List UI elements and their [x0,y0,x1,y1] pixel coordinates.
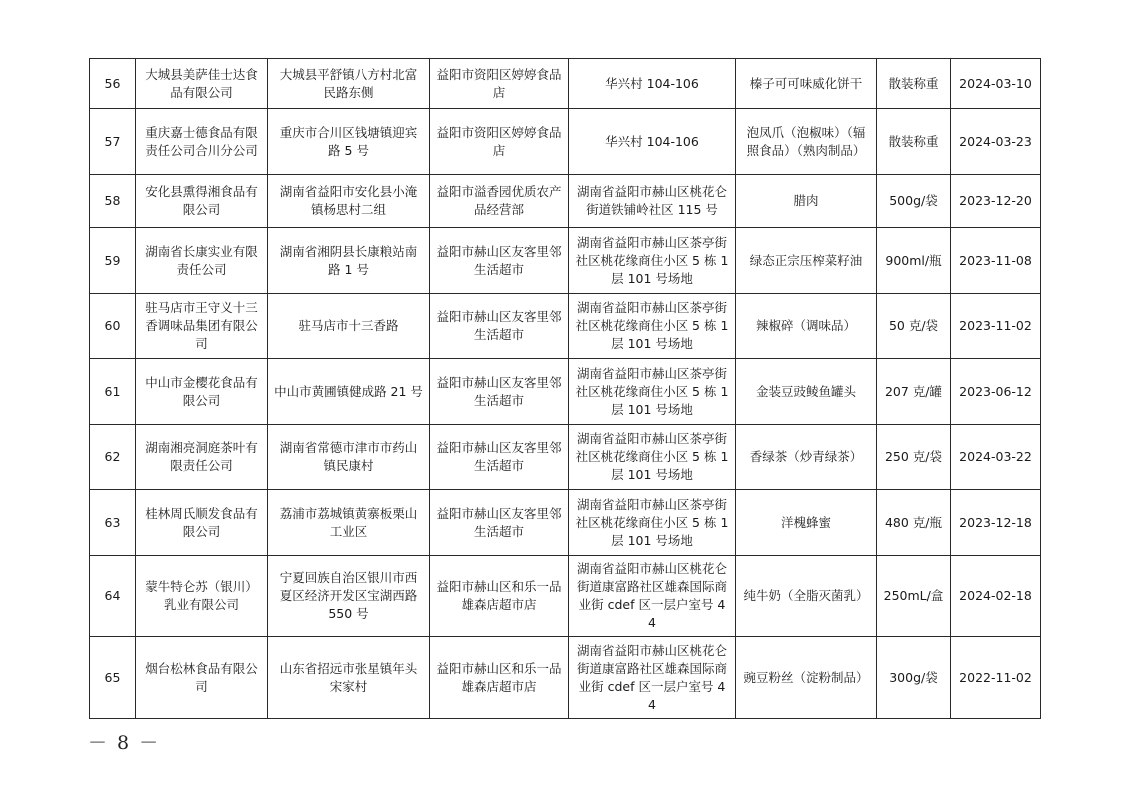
product-name: 金装豆豉鲮鱼罐头 [736,359,877,425]
production-date: 2024-03-22 [951,425,1041,490]
producer-name: 湖南省长康实业有限责任公司 [136,228,268,294]
row-number: 63 [90,490,136,556]
row-number: 59 [90,228,136,294]
producer-name: 重庆嘉士德食品有限责任公司合川分公司 [136,109,268,175]
table-row [90,59,1041,109]
seller-address: 湖南省益阳市赫山区茶亭街社区桃花缘商住小区 5 栋 1 层 101 号场地 [569,490,736,556]
production-date: 2023-11-08 [951,228,1041,294]
product-name: 洋槐蜂蜜 [736,490,877,556]
seller-name: 益阳市赫山区友客里邻生活超市 [430,228,569,294]
producer-name: 蒙牛特仑苏（银川）乳业有限公司 [136,556,268,637]
producer-name: 中山市金樱花食品有限公司 [136,359,268,425]
seller-address: 湖南省益阳市赫山区桃花仑街道铁铺岭社区 115 号 [569,175,736,228]
seller-address: 华兴村 104-106 [569,59,736,109]
producer-address: 宁夏回族自治区银川市西夏区经济开发区宝湖西路 550 号 [268,556,430,637]
seller-address: 华兴村 104-106 [569,109,736,175]
producer-address: 中山市黄圃镇健成路 21 号 [268,359,430,425]
producer-name: 驻马店市王守义十三香调味品集团有限公司 [136,294,268,359]
producer-address: 山东省招远市张星镇年头宋家村 [268,637,430,719]
producer-address: 湖南省益阳市安化县小淹镇杨思村二组 [268,175,430,228]
table-row [90,425,1041,490]
product-spec: 50 克/袋 [877,294,951,359]
product-name: 腊肉 [736,175,877,228]
row-number: 62 [90,425,136,490]
producer-address: 湖南省常德市津市市药山镇民康村 [268,425,430,490]
table-row [90,556,1041,637]
food-sampling-table [89,58,1041,719]
product-spec: 500g/袋 [877,175,951,228]
seller-address: 湖南省益阳市赫山区桃花仑街道康富路社区雄森国际商业街 cdef 区一层户室号 44 [569,556,736,637]
production-date: 2024-03-23 [951,109,1041,175]
seller-name: 益阳市资阳区婷婷食品店 [430,59,569,109]
producer-name: 大城县美萨佳士达食品有限公司 [136,59,268,109]
product-spec: 900ml/瓶 [877,228,951,294]
seller-address: 湖南省益阳市赫山区茶亭街社区桃花缘商住小区 5 栋 1 层 101 号场地 [569,425,736,490]
product-spec: 480 克/瓶 [877,490,951,556]
producer-address: 驻马店市十三香路 [268,294,430,359]
seller-address: 湖南省益阳市赫山区茶亭街社区桃花缘商住小区 5 栋 1 层 101 号场地 [569,228,736,294]
seller-name: 益阳市赫山区和乐一品雄森店超市店 [430,637,569,719]
product-name: 绿态正宗压榨菜籽油 [736,228,877,294]
table-row [90,109,1041,175]
seller-name: 益阳市赫山区和乐一品雄森店超市店 [430,556,569,637]
table-row [90,637,1041,719]
production-date: 2023-06-12 [951,359,1041,425]
table-row [90,490,1041,556]
row-number: 57 [90,109,136,175]
seller-address: 湖南省益阳市赫山区茶亭街社区桃花缘商住小区 5 栋 1 层 101 号场地 [569,294,736,359]
production-date: 2023-12-18 [951,490,1041,556]
table-row [90,228,1041,294]
row-number: 64 [90,556,136,637]
product-spec: 250mL/盒 [877,556,951,637]
seller-address: 湖南省益阳市赫山区桃花仑街道康富路社区雄森国际商业街 cdef 区一层户室号 44 [569,637,736,719]
product-spec: 散装称重 [877,109,951,175]
seller-name: 益阳市赫山区友客里邻生活超市 [430,425,569,490]
producer-name: 桂林周氏顺发食品有限公司 [136,490,268,556]
product-spec: 207 克/罐 [877,359,951,425]
producer-address: 重庆市合川区钱塘镇迎宾路 5 号 [268,109,430,175]
producer-name: 安化县熏得湘食品有限公司 [136,175,268,228]
seller-address: 湖南省益阳市赫山区茶亭街社区桃花缘商住小区 5 栋 1 层 101 号场地 [569,359,736,425]
producer-name: 烟台松林食品有限公司 [136,637,268,719]
product-name: 香绿茶（炒青绿茶） [736,425,877,490]
producer-address: 大城县平舒镇八方村北富民路东侧 [268,59,430,109]
production-date: 2024-03-10 [951,59,1041,109]
product-name: 辣椒碎（调味品） [736,294,877,359]
seller-name: 益阳市资阳区婷婷食品店 [430,109,569,175]
table-row [90,359,1041,425]
product-name: 豌豆粉丝（淀粉制品） [736,637,877,719]
product-spec: 散装称重 [877,59,951,109]
production-date: 2024-02-18 [951,556,1041,637]
row-number: 56 [90,59,136,109]
production-date: 2023-12-20 [951,175,1041,228]
product-spec: 300g/袋 [877,637,951,719]
row-number: 61 [90,359,136,425]
product-name: 泡凤爪（泡椒味）（辐照食品）（熟肉制品） [736,109,877,175]
page-number: － 8 － [88,732,161,754]
seller-name: 益阳市赫山区友客里邻生活超市 [430,294,569,359]
row-number: 58 [90,175,136,228]
table-row [90,175,1041,228]
row-number: 60 [90,294,136,359]
product-spec: 250 克/袋 [877,425,951,490]
production-date: 2022-11-02 [951,637,1041,719]
product-name: 纯牛奶（全脂灭菌乳） [736,556,877,637]
seller-name: 益阳市赫山区友客里邻生活超市 [430,490,569,556]
production-date: 2023-11-02 [951,294,1041,359]
table-row [90,294,1041,359]
seller-name: 益阳市赫山区友客里邻生活超市 [430,359,569,425]
seller-name: 益阳市溢香园优质农产品经营部 [430,175,569,228]
producer-address: 湖南省湘阴县长康粮站南路 1 号 [268,228,430,294]
product-name: 榛子可可味威化饼干 [736,59,877,109]
producer-name: 湖南湘亮洞庭茶叶有限责任公司 [136,425,268,490]
row-number: 65 [90,637,136,719]
producer-address: 荔浦市荔城镇黄寨板栗山工业区 [268,490,430,556]
